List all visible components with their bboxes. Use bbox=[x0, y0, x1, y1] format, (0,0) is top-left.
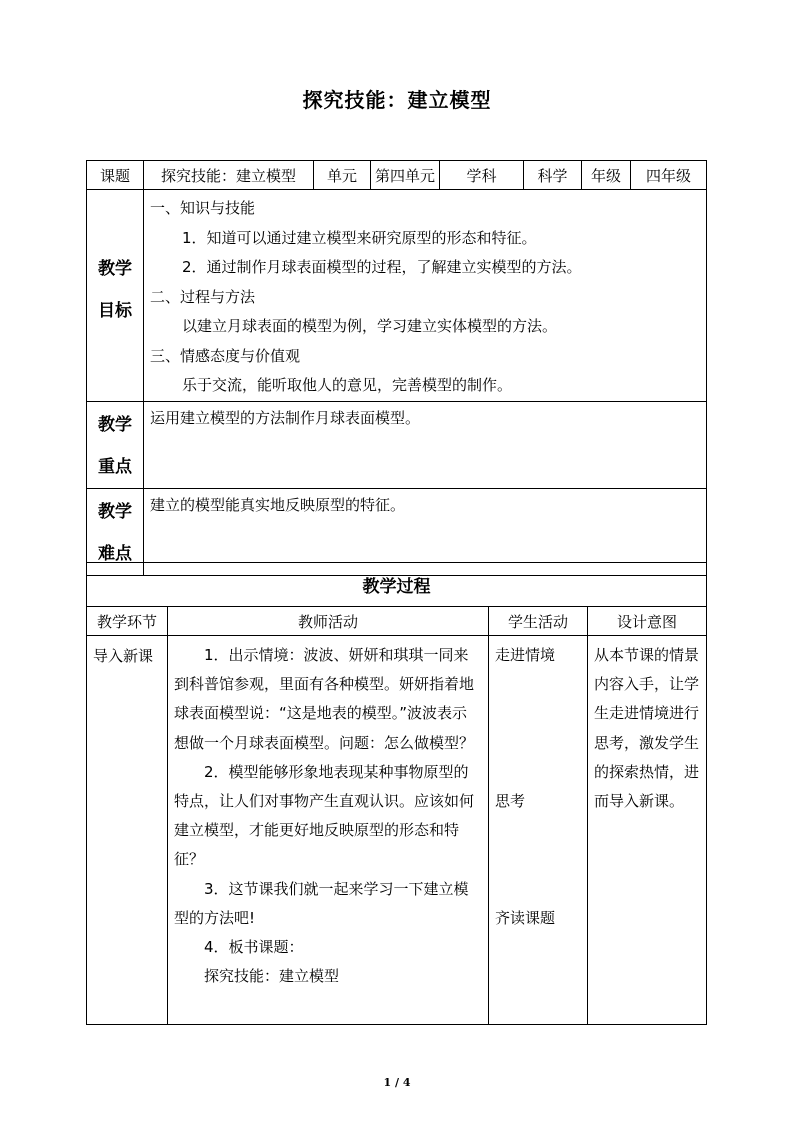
column-header: 教师活动 bbox=[168, 607, 489, 636]
stage-cell: 导入新课 bbox=[87, 636, 168, 1025]
column-header-row bbox=[87, 607, 707, 636]
process-row bbox=[87, 636, 707, 1025]
teacher-paragraph: 2．模型能够形象地表现某种事物原型的特点，让人们对事物产生直观认识。应该如何建立模型，才能更好地反映原型的形态和特征？ bbox=[174, 762, 475, 869]
objective-heading: 一、知识与技能 bbox=[150, 199, 256, 217]
topic-value: 探究技能：建立模型 bbox=[144, 161, 314, 190]
teacher-paragraph: 3．这节课我们就一起来学习一下建立模型的方法吧! bbox=[174, 879, 469, 927]
page-number: 1 / 4 bbox=[383, 1076, 411, 1089]
column-header: 教学环节 bbox=[87, 607, 168, 636]
key-point-text: 运用建立模型的方法制作月球表面模型。 bbox=[144, 401, 707, 488]
column-header: 学生活动 bbox=[489, 607, 588, 636]
column-header: 设计意图 bbox=[588, 607, 707, 636]
objectives-row bbox=[87, 190, 707, 402]
topic-label: 课题 bbox=[87, 161, 144, 190]
teacher-paragraph: 1．出示情境：波波、妍妍和琪琪一同来到科普馆参观，里面有各种模型。妍妍指着地球表面模型说：“这是地表的模型。”波波表示想做一个月球表面模型。问题：怎么做模型？ bbox=[174, 646, 475, 752]
key-point-label: 教学 重点 bbox=[87, 401, 144, 488]
section-row bbox=[87, 563, 707, 607]
lesson-info-table bbox=[86, 160, 707, 576]
teaching-process-table bbox=[86, 562, 707, 1025]
objective-heading: 三、情感态度与价值观 bbox=[150, 346, 301, 365]
objectives-content bbox=[144, 190, 707, 402]
grade-label: 年级 bbox=[582, 161, 631, 190]
design-intent-cell: 从本节课的情景内容入手，让学生走进情境进行思考，激发学生的探索热情，进而导入新课。 bbox=[588, 636, 707, 1025]
grade-value: 四年级 bbox=[631, 161, 707, 190]
student-activity-cell bbox=[489, 636, 588, 1025]
subject-value: 科学 bbox=[524, 161, 582, 190]
header-row bbox=[87, 161, 707, 190]
objectives-label: 教学 目标 bbox=[87, 190, 144, 402]
unit-label: 单元 bbox=[314, 161, 371, 190]
teacher-paragraph: 探究技能：建立模型 bbox=[204, 967, 340, 986]
difficulty-text: 建立的模型能真实地反映原型的特征。 bbox=[144, 488, 707, 575]
teacher-activity-cell bbox=[168, 636, 489, 1025]
objective-item: 以建立月球表面的模型为例，学习建立实体模型的方法。 bbox=[182, 317, 558, 335]
student-activity: 走进情境 bbox=[495, 646, 556, 664]
objective-item: 乐于交流，能听取他人的意见，完善模型的制作。 bbox=[182, 376, 513, 394]
subject-label: 学科 bbox=[440, 161, 524, 190]
difficulty-label: 教学 难点 bbox=[87, 488, 144, 575]
document-title: 探究技能：建立模型 bbox=[302, 88, 492, 112]
key-point-row bbox=[87, 401, 707, 488]
objective-item: 1．知道可以通过建立模型来研究原型的形态和特征。 bbox=[182, 228, 537, 247]
objective-heading: 二、过程与方法 bbox=[150, 287, 256, 306]
student-activity: 思考 bbox=[495, 792, 526, 811]
section-title: 教学过程 bbox=[87, 563, 707, 607]
student-activity: 齐读课题 bbox=[495, 909, 556, 928]
objective-item: 2．通过制作月球表面模型的过程，了解建立实模型的方法。 bbox=[182, 258, 582, 276]
unit-value: 第四单元 bbox=[371, 161, 440, 190]
teacher-paragraph: 4．板书课题： bbox=[204, 938, 304, 957]
